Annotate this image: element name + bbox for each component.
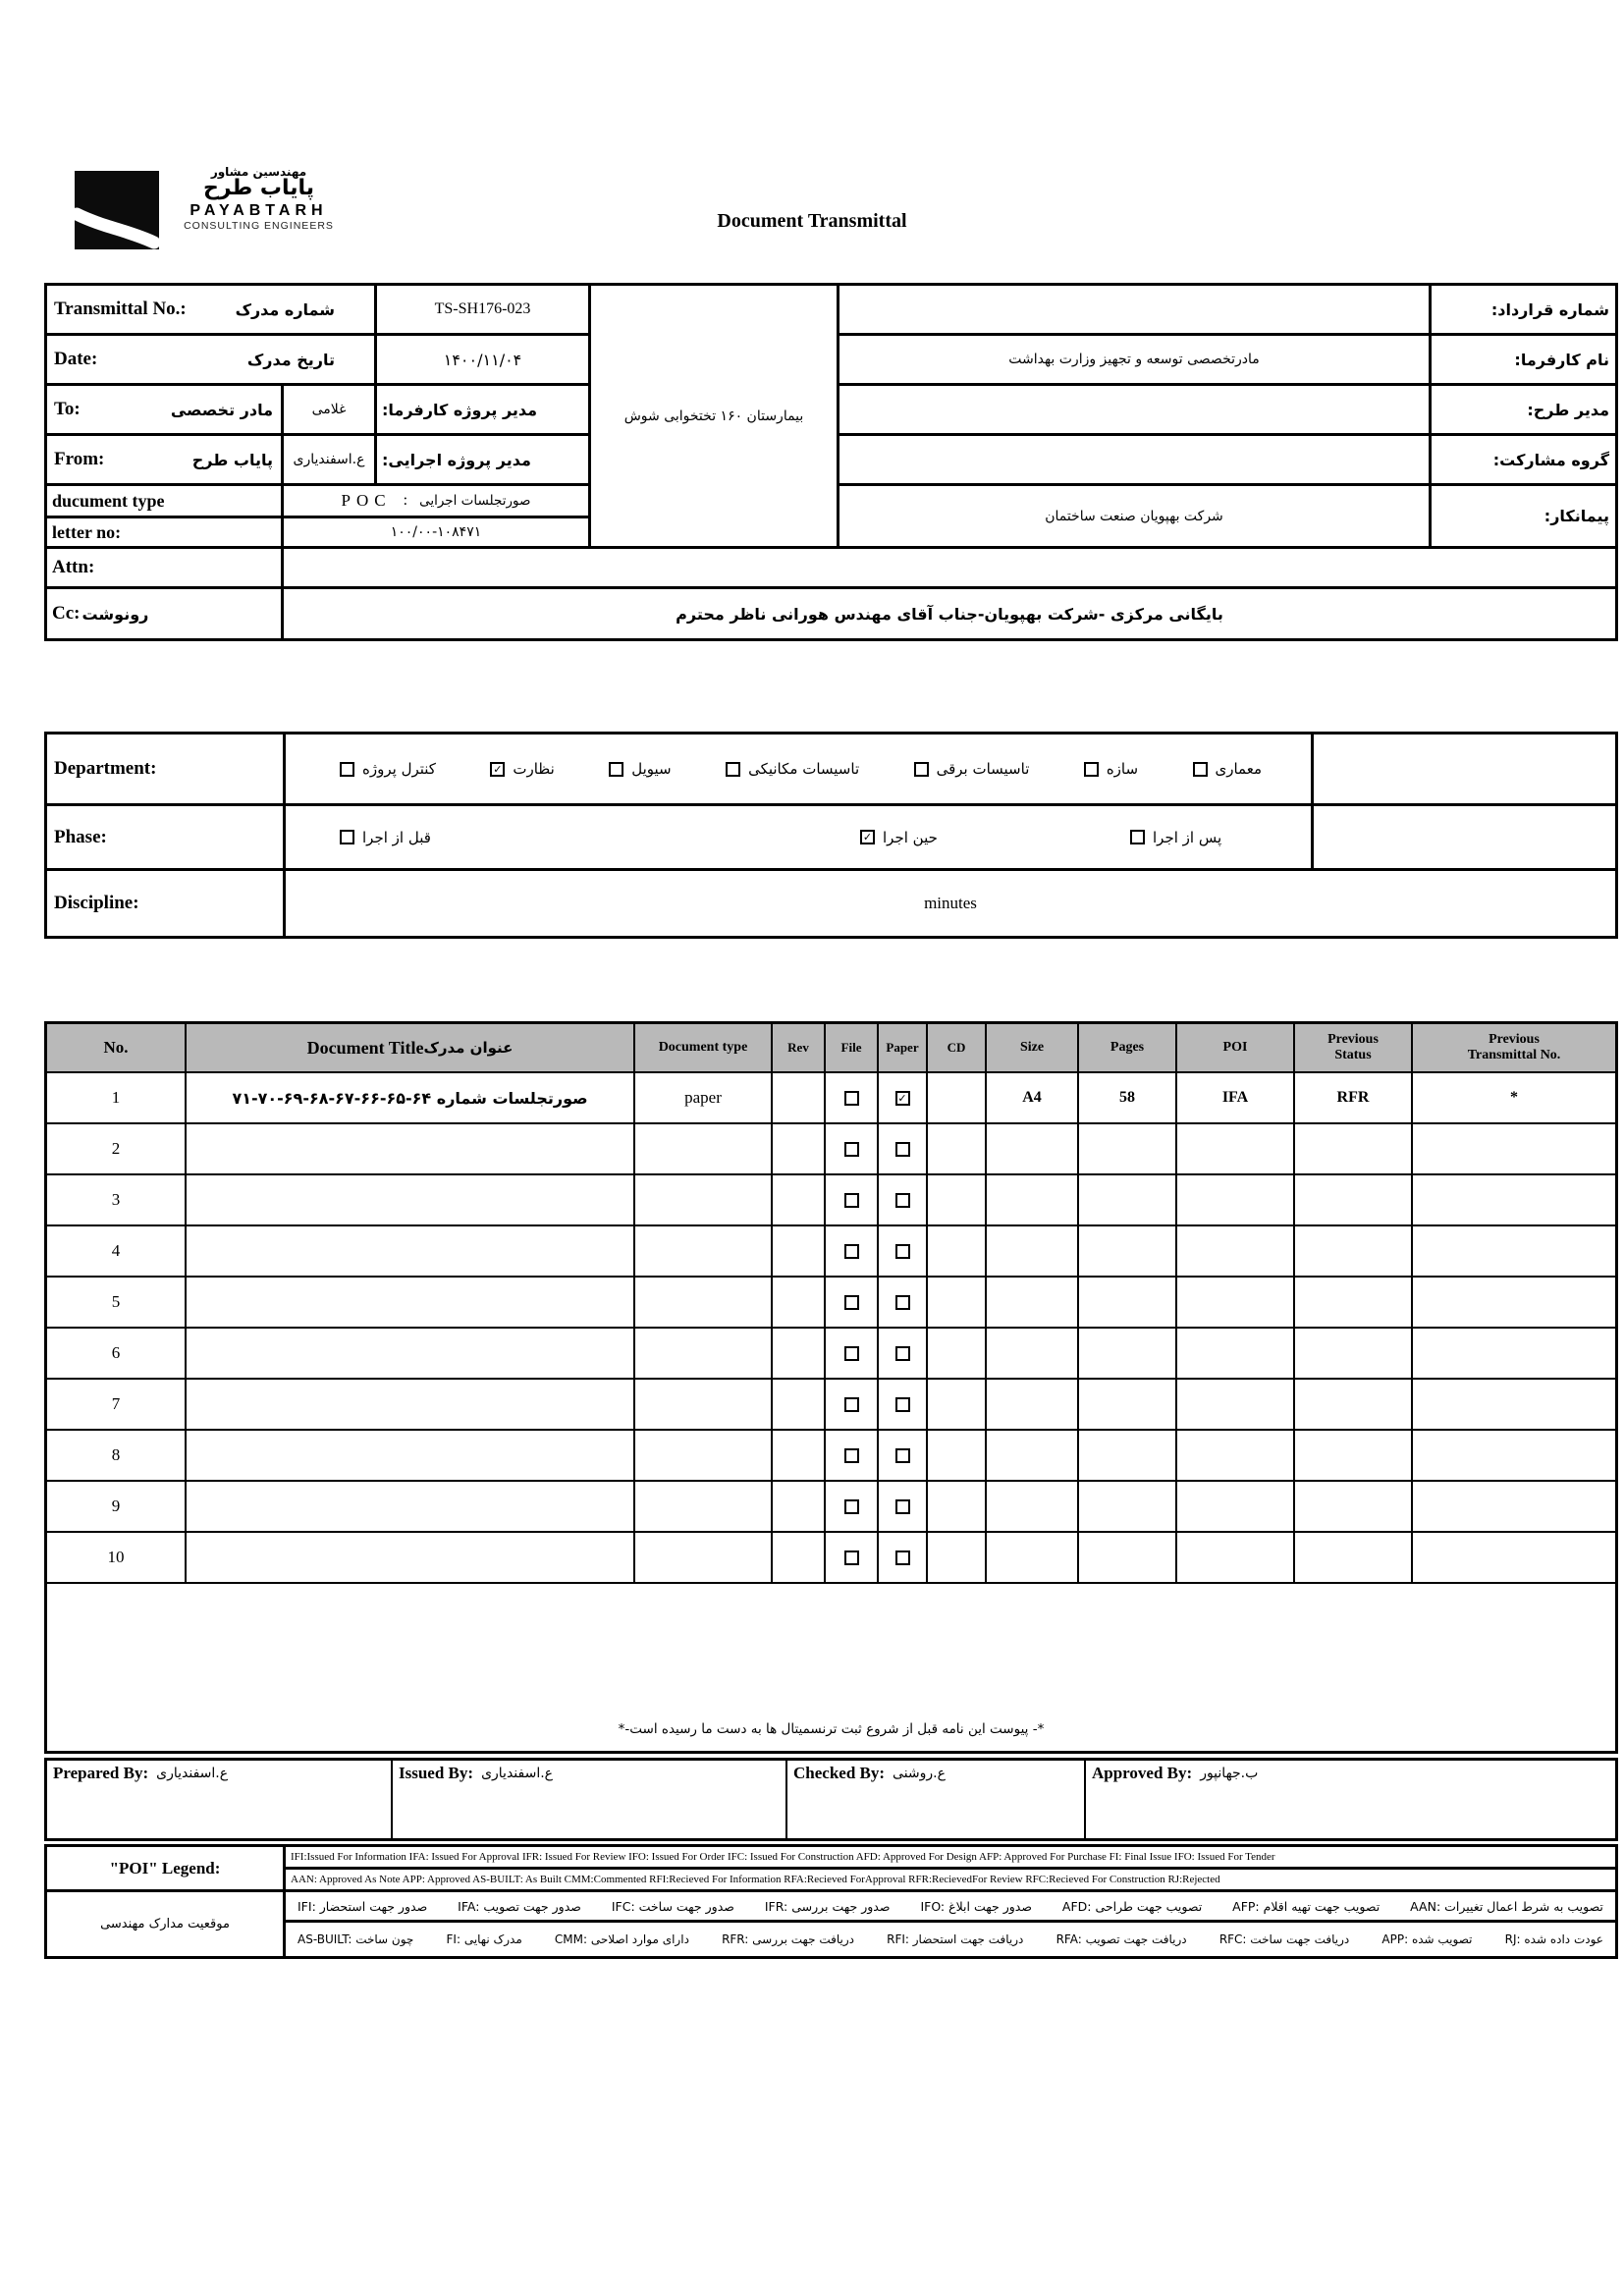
- doc-row-no: 5: [47, 1278, 185, 1327]
- doc-row-size: [987, 1278, 1077, 1327]
- doc-row-file-checkbox: [826, 1073, 877, 1122]
- doc-row-doctype: [635, 1329, 771, 1378]
- fa-legend-item: IFI: صدور جهت استحضار: [298, 1898, 428, 1914]
- checked-by-value: ع.روشنی: [893, 1766, 946, 1781]
- doc-col-prev-transmittal-line2: Transmittal No.: [1467, 1048, 1561, 1062]
- doc-row-doctype: [635, 1278, 771, 1327]
- fa-legend-item: AFD: تصویب جهت طراحی: [1061, 1898, 1203, 1914]
- checkbox-icon[interactable]: [895, 1397, 910, 1412]
- phase-option-label: پس از اجرا: [1153, 828, 1222, 846]
- cc-label-fa: رونوشت: [81, 604, 149, 624]
- doc-row-cd: [928, 1073, 985, 1122]
- page-title: Document Transmittal: [717, 210, 907, 232]
- date-value: ۱۴۰۰/۱۱/۰۴: [377, 336, 588, 383]
- doc-row-doctype: [635, 1431, 771, 1480]
- checkbox-icon[interactable]: [895, 1193, 910, 1208]
- to-cell: [47, 386, 281, 433]
- doc-row-no: 10: [47, 1533, 185, 1582]
- department-option-electrical[interactable]: [914, 760, 1030, 778]
- contract-no-value: [839, 286, 1429, 333]
- doc-row-file-checkbox: [826, 1175, 877, 1224]
- doc-row-prev-transmittal: [1413, 1226, 1615, 1276]
- fa-legend-item: RFR: دریافت جهت بررسی: [722, 1932, 854, 1946]
- poi-legend-line1: IFI:Issued For Information IFA: Issued For Approval IFR: Issued For Review IFO: Issued For Order IFC: Issued For Construction AFD: Approved For Design AFP: Approved For Purchase FI: Final Issue IFO: Issued For Tender: [286, 1847, 1615, 1867]
- jv-group-label: گروه مشارکت:: [1432, 436, 1615, 483]
- fa-legend-line2: [286, 1923, 1615, 1956]
- doc-row-cd: [928, 1278, 985, 1327]
- checkbox-icon[interactable]: [844, 1091, 859, 1106]
- doc-row-no: 8: [47, 1431, 185, 1480]
- doc-row-file-checkbox: [826, 1482, 877, 1531]
- doc-row-cd: [928, 1124, 985, 1173]
- fa-legend-item: RFC: دریافت جهت ساخت: [1218, 1932, 1350, 1946]
- doc-row-rev: [773, 1124, 824, 1173]
- client-pm-label: مدیر پروژه کارفرما:: [382, 400, 538, 419]
- department-option-supervision[interactable]: [490, 760, 554, 778]
- doc-row-prev-transmittal: [1413, 1533, 1615, 1582]
- doc-row-prev-status: [1295, 1226, 1411, 1276]
- to-label: To:: [54, 399, 81, 419]
- doc-row-rev: [773, 1380, 824, 1429]
- doc-col-rev: Rev: [773, 1024, 824, 1071]
- doc-row-size: [987, 1226, 1077, 1276]
- doc-row-poi: [1177, 1431, 1293, 1480]
- fa-legend-line1: [286, 1892, 1615, 1920]
- doc-row-prev-status: [1295, 1431, 1411, 1480]
- phase-option-label: حین اجرا: [883, 828, 938, 846]
- doc-row-pages: [1079, 1226, 1175, 1276]
- contractor-label: پیمانکار:: [1432, 486, 1615, 546]
- executive-pm-label: مدیر پروژه اجرایی:: [382, 450, 531, 469]
- checkbox-icon[interactable]: [914, 762, 929, 777]
- doc-row-no: 3: [47, 1175, 185, 1224]
- transmittal-no-label: Transmittal No.:: [54, 299, 187, 319]
- phase-label: Phase:: [47, 806, 283, 868]
- doc-row-rev: [773, 1431, 824, 1480]
- doc-row-pages: [1079, 1380, 1175, 1429]
- phase-option-during-execution[interactable]: [860, 829, 938, 846]
- discipline-value: minutes: [286, 871, 1615, 936]
- doc-row-no: 6: [47, 1329, 185, 1378]
- checkbox-icon[interactable]: [844, 1551, 859, 1565]
- contractor-value: شرکت بهپویان صنعت ساختمان: [839, 486, 1429, 546]
- doc-row-pages: [1079, 1278, 1175, 1327]
- letter-no-label: letter no:: [47, 518, 281, 546]
- doc-row-title: [187, 1482, 633, 1531]
- doc-row-pages: [1079, 1482, 1175, 1531]
- checkbox-icon[interactable]: [726, 762, 740, 777]
- doc-table-note: *- پیوست این نامه قبل از شروع ثبت ترنسمیتال ها به دست ما رسیده است-*: [47, 1584, 1615, 1751]
- doc-row-paper-checkbox: [879, 1124, 926, 1173]
- doc-row-prev-status: [1295, 1278, 1411, 1327]
- doc-row-title: [187, 1431, 633, 1480]
- doc-row-file-checkbox: [826, 1124, 877, 1173]
- doc-row-poi: [1177, 1533, 1293, 1582]
- signature-table: [44, 1758, 1618, 1841]
- doc-row-paper-checkbox: [879, 1431, 926, 1480]
- document-type-label: ducument type: [47, 486, 281, 516]
- brand-en-subtitle: CONSULTING ENGINEERS: [184, 220, 334, 232]
- department-options: [286, 734, 1311, 803]
- doc-row-title: [187, 1175, 633, 1224]
- doc-row-file-checkbox: [826, 1329, 877, 1378]
- classification-table: [44, 732, 1618, 939]
- doc-row-poi: [1177, 1226, 1293, 1276]
- legend-table: [44, 1844, 1618, 1959]
- cc-cell: [47, 589, 281, 638]
- fa-legend-item: CMM: دارای موارد اصلاحی: [554, 1932, 689, 1946]
- doc-row-size: [987, 1329, 1077, 1378]
- brand-fa-name: پایاب طرح: [202, 176, 315, 200]
- doc-row-file-checkbox: [826, 1278, 877, 1327]
- doc-table: [44, 1021, 1618, 1754]
- doc-col-prev-transmittal-line1: Previous: [1489, 1031, 1540, 1047]
- doc-row-pages: [1079, 1431, 1175, 1480]
- design-manager-label: مدیر طرح:: [1432, 386, 1615, 433]
- checkbox-icon[interactable]: [895, 1346, 910, 1361]
- checkbox-icon[interactable]: [895, 1295, 910, 1310]
- doc-row-prev-status: [1295, 1124, 1411, 1173]
- fa-legend-item: RJ: عودت داده شده: [1504, 1932, 1603, 1946]
- doc-row-prev-transmittal: [1413, 1124, 1615, 1173]
- fa-legend-item: FI: مدرک نهایی: [446, 1932, 522, 1946]
- doc-row-rev: [773, 1329, 824, 1378]
- doc-col-doctype: Document type: [635, 1024, 771, 1071]
- from-value: پایاب طرح: [191, 450, 273, 469]
- fa-legend-item: RFA: دریافت جهت تصویب: [1056, 1932, 1187, 1946]
- doc-row-doctype: [635, 1533, 771, 1582]
- checkbox-icon[interactable]: [895, 1499, 910, 1514]
- doc-row-doctype: [635, 1124, 771, 1173]
- doc-row-rev: [773, 1073, 824, 1122]
- department-empty-cell: [1314, 734, 1615, 803]
- department-option-project-control[interactable]: [340, 760, 436, 778]
- checkbox-icon[interactable]: [844, 1142, 859, 1157]
- doc-row-prev-transmittal: [1413, 1175, 1615, 1224]
- doc-col-prev-status-line1: Previous: [1327, 1031, 1379, 1047]
- doc-row-pages: [1079, 1533, 1175, 1582]
- doc-row-doctype: [635, 1380, 771, 1429]
- to-value: مادر تخصصی: [170, 400, 273, 419]
- doc-col-title-fa: عنوان مدرک: [423, 1039, 514, 1057]
- doc-row-doctype: [635, 1226, 771, 1276]
- doc-row-title: [187, 1533, 633, 1582]
- issued-by-value: ع.اسفندیاری: [481, 1766, 554, 1781]
- transmittal-no-label-fa: شماره مدرک: [235, 299, 335, 319]
- checkbox-icon[interactable]: [844, 1346, 859, 1361]
- doc-row-cd: [928, 1175, 985, 1224]
- doc-row-prev-status: [1295, 1329, 1411, 1378]
- poi-legend-label: "POI" Legend:: [47, 1847, 283, 1889]
- doc-row-size: [987, 1482, 1077, 1531]
- fa-legend-item: IFR: صدور جهت بررسی: [764, 1898, 891, 1914]
- contract-no-label: شماره قرارداد:: [1432, 286, 1615, 333]
- checkbox-icon[interactable]: ✓: [895, 1091, 910, 1106]
- doc-row-cd: [928, 1482, 985, 1531]
- doc-row-pages: 58: [1079, 1073, 1175, 1122]
- doc-row-poi: [1177, 1482, 1293, 1531]
- doc-row-pages: [1079, 1124, 1175, 1173]
- doc-col-title: [187, 1024, 633, 1071]
- fa-legend-item: RFI: دریافت جهت استحضار: [887, 1932, 1024, 1946]
- doc-row-title: [187, 1226, 633, 1276]
- attn-label: Attn:: [47, 549, 281, 586]
- cc-label: Cc:: [52, 603, 81, 624]
- approved-by-value: ب.جهانپور: [1200, 1766, 1259, 1781]
- doc-row-size: [987, 1431, 1077, 1480]
- doc-row-paper-checkbox: [879, 1226, 926, 1276]
- department-option-mechanical[interactable]: [726, 760, 859, 778]
- doc-row-cd: [928, 1431, 985, 1480]
- doc-row-cd: [928, 1533, 985, 1582]
- doc-row-doctype: [635, 1175, 771, 1224]
- doc-row-size: [987, 1124, 1077, 1173]
- brand-en-name: PAYABTARH: [189, 202, 328, 219]
- from-person: ع.اسفندیاری: [284, 436, 374, 483]
- fa-legend-item: IFO: صدور جهت ابلاغ: [920, 1898, 1032, 1914]
- doc-row-prev-transmittal: [1413, 1431, 1615, 1480]
- date-label-fa: تاریخ مدرک: [246, 350, 335, 369]
- doc-row-prev-transmittal: [1413, 1329, 1615, 1378]
- department-option-architecture[interactable]: [1193, 760, 1263, 778]
- prepared-by-cell: [47, 1761, 391, 1838]
- checkbox-icon[interactable]: [895, 1551, 910, 1565]
- doc-col-title-en: Document Title: [306, 1037, 424, 1058]
- attn-value: [284, 549, 1615, 586]
- doc-row-size: [987, 1533, 1077, 1582]
- doc-row-title: [187, 1124, 633, 1173]
- from-label: From:: [54, 449, 105, 469]
- department-option-structure[interactable]: [1084, 760, 1138, 778]
- doc-row-paper-checkbox: [879, 1175, 926, 1224]
- doc-row-rev: [773, 1278, 824, 1327]
- cc-value: بایگانی مرکزی -شرکت بهپویان-جناب آقای مهندس هورانی ناظر محترم: [284, 589, 1615, 638]
- department-label: Department:: [47, 734, 283, 803]
- info-table: [44, 283, 1618, 641]
- discipline-label: Discipline:: [47, 871, 283, 936]
- issued-by-label: Issued By:: [399, 1764, 474, 1782]
- doc-row-prev-transmittal: [1413, 1482, 1615, 1531]
- issued-by-cell: [393, 1761, 785, 1838]
- doc-col-no: No.: [47, 1024, 185, 1071]
- checkbox-icon[interactable]: [844, 1448, 859, 1463]
- fa-legend-item: AS-BUILT: چون ساخت: [298, 1932, 414, 1946]
- doc-row-file-checkbox: [826, 1226, 877, 1276]
- doc-row-prev-status: [1295, 1175, 1411, 1224]
- doc-row-no: 9: [47, 1482, 185, 1531]
- client-name-label: نام کارفرما:: [1432, 336, 1615, 383]
- checkbox-icon[interactable]: [609, 762, 623, 777]
- phase-options: [286, 806, 1311, 868]
- doc-row-paper-checkbox: [879, 1073, 926, 1122]
- checkbox-icon[interactable]: [340, 830, 354, 844]
- checkbox-icon[interactable]: [895, 1448, 910, 1463]
- doc-row-prev-transmittal: [1413, 1380, 1615, 1429]
- doc-row-prev-status: RFR: [1295, 1073, 1411, 1122]
- doc-row-prev-status: [1295, 1380, 1411, 1429]
- checkbox-icon[interactable]: ✓: [860, 830, 875, 844]
- date-label: Date:: [54, 349, 98, 369]
- doc-col-poi: POI: [1177, 1024, 1293, 1071]
- doc-row-file-checkbox: [826, 1380, 877, 1429]
- checkbox-icon[interactable]: [844, 1244, 859, 1259]
- doc-col-file: File: [826, 1024, 877, 1071]
- department-option-label: تاسیسات مکانیکی: [748, 760, 860, 778]
- doc-row-no: 1: [47, 1073, 185, 1122]
- poi-legend-line2: AAN: Approved As Note APP: Approved AS-BUILT: As Built CMM:Commented RFI:Recieved For Information RFA:Recieved ForApproval RFR:RecievedFor Review RFC:Recieved For Construction RJ:Rejected: [286, 1870, 1615, 1889]
- doc-row-no: 2: [47, 1124, 185, 1173]
- doc-row-prev-status: [1295, 1482, 1411, 1531]
- department-option-label: معماری: [1215, 760, 1262, 778]
- doc-row-cd: [928, 1329, 985, 1378]
- design-manager-value: [839, 386, 1429, 433]
- checked-by-cell: [787, 1761, 1084, 1838]
- to-person: غلامی: [284, 386, 374, 433]
- document-type-separator: :: [403, 492, 408, 509]
- doc-row-prev-transmittal: *: [1413, 1073, 1615, 1122]
- checkbox-icon[interactable]: [1130, 830, 1145, 844]
- phase-empty-cell: [1314, 806, 1615, 868]
- checkbox-icon[interactable]: [895, 1142, 910, 1157]
- doc-row-prev-status: [1295, 1533, 1411, 1582]
- doc-row-file-checkbox: [826, 1431, 877, 1480]
- checkbox-icon[interactable]: [844, 1499, 859, 1514]
- doc-row-poi: [1177, 1278, 1293, 1327]
- doc-row-no: 4: [47, 1226, 185, 1276]
- checkbox-icon[interactable]: [844, 1397, 859, 1412]
- doc-row-doctype: paper: [635, 1073, 771, 1122]
- from-cell: [47, 436, 281, 483]
- doc-row-paper-checkbox: [879, 1533, 926, 1582]
- doc-row-rev: [773, 1533, 824, 1582]
- department-option-label: سازه: [1106, 760, 1139, 778]
- doc-col-size: Size: [987, 1024, 1077, 1071]
- doc-row-cd: [928, 1380, 985, 1429]
- department-option-civil[interactable]: [609, 760, 671, 778]
- brand-fa-tagline: مهندسین مشاور: [210, 165, 307, 179]
- approved-by-cell: [1086, 1761, 1615, 1838]
- date-label-cell: [47, 336, 374, 383]
- project-name: بیمارستان ۱۶۰ تختخوابی شوش: [591, 286, 837, 546]
- phase-option-label: قبل از اجرا: [362, 828, 431, 846]
- checkbox-icon[interactable]: [1084, 762, 1099, 777]
- doc-row-poi: [1177, 1175, 1293, 1224]
- prepared-by-label: Prepared By:: [53, 1764, 149, 1782]
- doc-row-rev: [773, 1482, 824, 1531]
- doc-row-no: 7: [47, 1380, 185, 1429]
- doc-row-title: [187, 1278, 633, 1327]
- document-type-code: POC: [341, 491, 392, 510]
- phase-option-before-execution[interactable]: [340, 829, 431, 846]
- doc-row-poi: [1177, 1124, 1293, 1173]
- doc-row-title: [187, 1329, 633, 1378]
- doc-row-paper-checkbox: [879, 1482, 926, 1531]
- doc-col-paper: Paper: [879, 1024, 926, 1071]
- fa-legend-item: APP: تصویب شده: [1381, 1932, 1473, 1946]
- transmittal-no-value: TS-SH176-023: [377, 286, 588, 333]
- document-type-value-cell: [284, 486, 588, 516]
- fa-legend-item: IFA: صدور جهت تصویب: [458, 1898, 581, 1914]
- department-option-label: تاسیسات برقی: [936, 760, 1030, 778]
- phase-option-after-execution[interactable]: [1130, 829, 1221, 846]
- doc-col-prev-status: [1295, 1024, 1411, 1071]
- doc-col-prev-status-line2: Status: [1334, 1048, 1372, 1062]
- doc-row-size: [987, 1175, 1077, 1224]
- doc-row-prev-transmittal: [1413, 1278, 1615, 1327]
- doc-row-title: [187, 1380, 633, 1429]
- doc-row-title: صورتجلسات شماره ۶۴-۶۵-۶۶-۶۷-۶۸-۶۹-۷۰-۷۱: [187, 1073, 633, 1122]
- doc-row-poi: IFA: [1177, 1073, 1293, 1122]
- page-header: [0, 165, 1624, 283]
- doc-row-doctype: [635, 1482, 771, 1531]
- doc-row-pages: [1079, 1175, 1175, 1224]
- transmittal-no-label-cell: [47, 286, 374, 333]
- doc-row-file-checkbox: [826, 1533, 877, 1582]
- department-option-label: کنترل پروژه: [362, 760, 436, 778]
- doc-row-size: [987, 1380, 1077, 1429]
- checkbox-icon[interactable]: [895, 1244, 910, 1259]
- doc-row-rev: [773, 1175, 824, 1224]
- checkbox-icon[interactable]: [1193, 762, 1208, 777]
- document-type-value-fa: صورتجلسات اجرایی: [419, 493, 531, 509]
- doc-col-cd: CD: [928, 1024, 985, 1071]
- fa-legend-item: AFP: تصویب جهت تهیه اقلام: [1232, 1898, 1380, 1914]
- fa-legend-item: AAN: تصویب به شرط اعمال تغییرات: [1410, 1898, 1603, 1914]
- checkbox-icon[interactable]: [844, 1193, 859, 1208]
- letter-no-value: ۱۰۰/۰۰-۱۰۸۴۷۱: [284, 518, 588, 546]
- checkbox-icon[interactable]: ✓: [490, 762, 505, 777]
- jv-group-value: [839, 436, 1429, 483]
- doc-row-cd: [928, 1226, 985, 1276]
- checkbox-icon[interactable]: [340, 762, 354, 777]
- doc-row-size: A4: [987, 1073, 1077, 1122]
- doc-row-paper-checkbox: [879, 1278, 926, 1327]
- department-option-label: نظارت: [513, 760, 555, 778]
- approved-by-label: Approved By:: [1092, 1764, 1193, 1782]
- doc-row-poi: [1177, 1380, 1293, 1429]
- doc-col-pages: Pages: [1079, 1024, 1175, 1071]
- department-option-label: سیویل: [631, 760, 672, 778]
- client-name-value: مادرتخصصی توسعه و تجهیز وزارت بهداشت: [839, 336, 1429, 383]
- checked-by-label: Checked By:: [793, 1764, 886, 1782]
- doc-col-prev-transmittal: [1413, 1024, 1615, 1071]
- doc-row-paper-checkbox: [879, 1329, 926, 1378]
- fa-legend-label: موقعیت مدارک مهندسی: [47, 1892, 283, 1956]
- doc-row-poi: [1177, 1329, 1293, 1378]
- prepared-by-value: ع.اسفندیاری: [156, 1766, 229, 1781]
- doc-row-pages: [1079, 1329, 1175, 1378]
- fa-legend-item: IFC: صدور جهت ساخت: [611, 1898, 734, 1914]
- doc-row-rev: [773, 1226, 824, 1276]
- doc-row-paper-checkbox: [879, 1380, 926, 1429]
- checkbox-icon[interactable]: [844, 1295, 859, 1310]
